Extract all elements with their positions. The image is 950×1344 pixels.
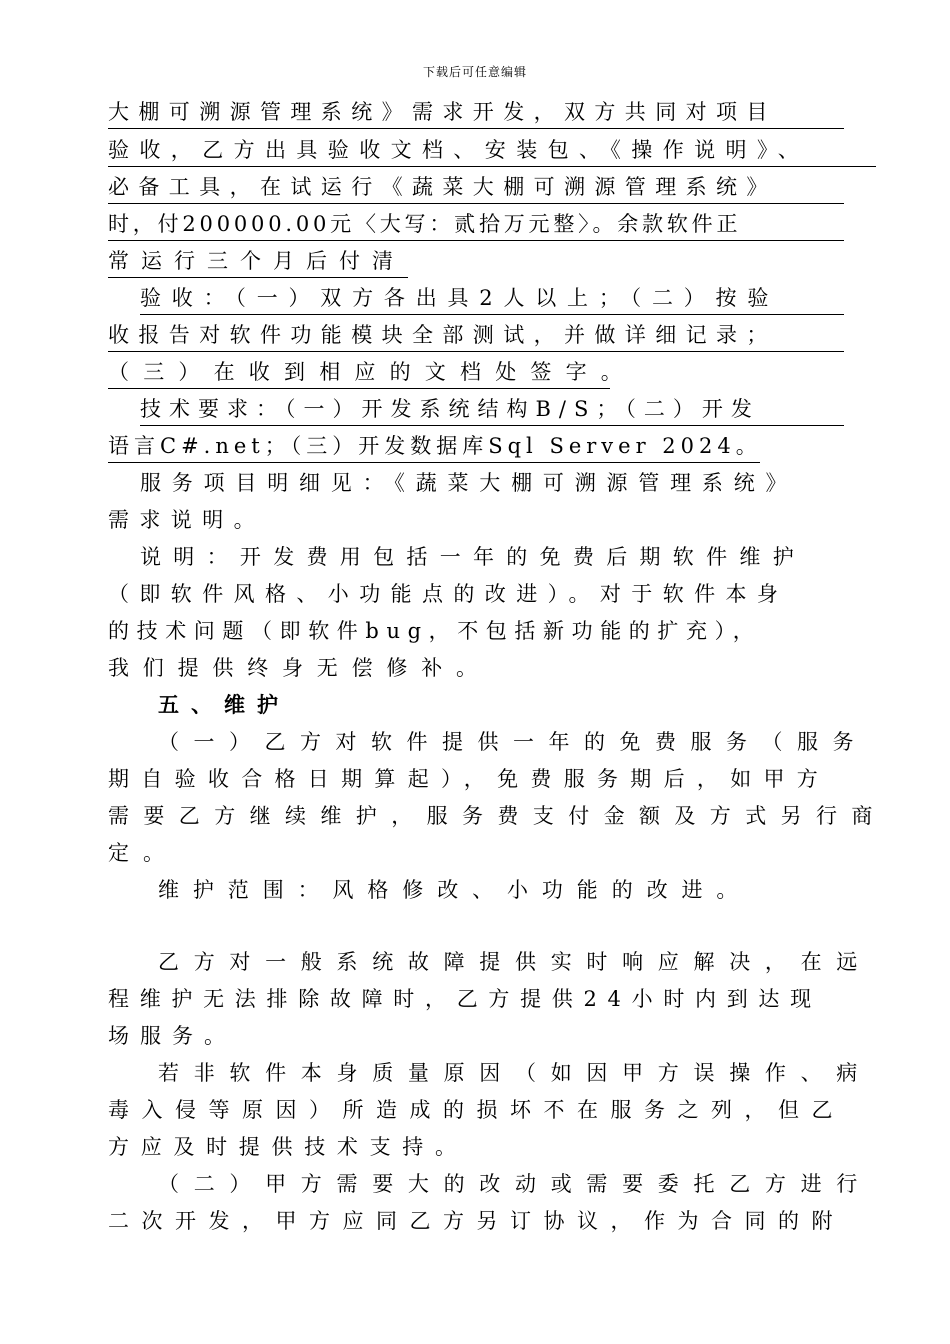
text-line: 验收：（一）双方各出具2人以上；（二）按验 — [140, 284, 844, 315]
text-line: 维护范围：风格修改、小功能的改进。 — [158, 878, 752, 902]
text-line: （一）乙方对软件提供一年的免费服务（服务 — [158, 730, 868, 754]
text-line: 二次开发，甲方应同乙方另订协议，作为合同的附 — [108, 1209, 845, 1233]
text-line: 场服务。 — [108, 1024, 236, 1048]
page-header: 下载后可任意编辑 — [422, 65, 527, 79]
text-line: 收报告对软件功能模块全部测试，并做详细记录； — [108, 321, 844, 352]
section-heading: 五、维护 — [158, 692, 290, 717]
text-line: 大棚可溯源管理系统》需求开发，双方共同对项目 — [108, 98, 844, 129]
text-line: 验收，乙方出具验收文档、安装包、《操作说明》、 — [108, 136, 876, 167]
text-line: 定。 — [108, 841, 178, 865]
text-line: 我们提供终身无偿修补。 — [108, 656, 491, 680]
text-line: （二）甲方需要大的改动或需要委托乙方进行 — [158, 1172, 872, 1196]
text-line: 期自验收合格日期算起），免费服务期后，如甲方 — [108, 767, 831, 791]
text-line: 毒入侵等原因）所造成的损坏不在服务之列，但乙 — [108, 1098, 845, 1122]
text-line: 说明：开发费用包括一年的免费后期软件维护 — [140, 545, 806, 569]
text-line: 必备工具，在试运行《蔬菜大棚可溯源管理系统》 — [108, 173, 844, 204]
text-line: 技术要求：（一）开发系统结构B/S；（二）开发 — [140, 395, 844, 426]
text-line: （即软件风格、小功能点的改进）。对于软件本身 — [108, 582, 789, 606]
text-line: 时，付200000.00元〈大写：贰拾万元整〉。余款软件正 — [108, 210, 844, 241]
text-line: 语言C#.net；（三）开发数据库Sql Server 2024。 — [108, 432, 760, 463]
text-line: 方应及时提供技术支持。 — [108, 1135, 468, 1159]
text-line: 的技术问题（即软件bug，不包括新功能的扩充）， — [108, 619, 762, 643]
text-line: （三）在收到相应的文档处签字。 — [108, 358, 610, 389]
text-line: 程维护无法排除故障时，乙方提供24小时内到达现 — [108, 987, 822, 1011]
text-line: 乙方对一般系统故障提供实时响应解决，在远 — [158, 950, 872, 974]
text-line: 需求说明。 — [108, 508, 265, 532]
text-line: 需要乙方继续维护，服务费支付金额及方式另行商 — [108, 804, 887, 828]
text-line: 若非软件本身质量原因（如因甲方误操作、病 — [158, 1061, 872, 1085]
text-line: 常运行三个月后付清 — [108, 247, 408, 278]
text-line: 服务项目明细见：《蔬菜大棚可溯源管理系统》 — [140, 471, 798, 495]
